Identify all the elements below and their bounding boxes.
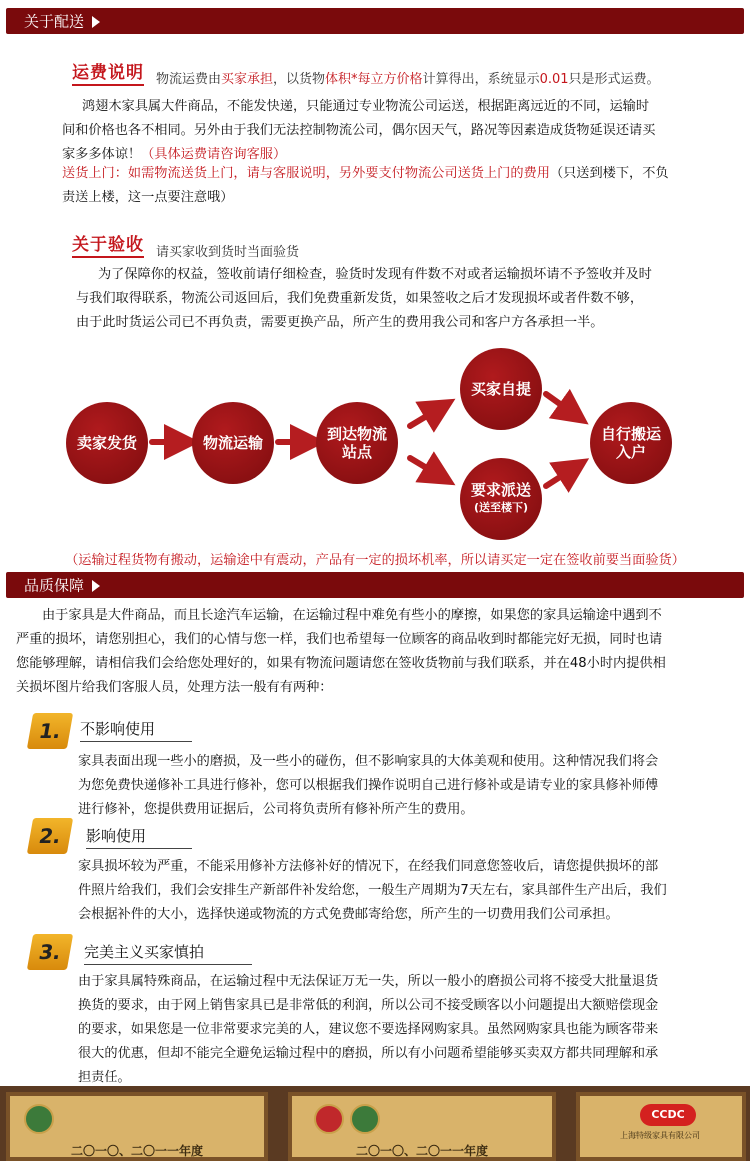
emblem-icon — [24, 1104, 54, 1134]
step-arrive-station — [316, 402, 398, 484]
paragraph-line: 的要求，如果您是一位非常要求完美的人，建议您不要选择网购家具。虽然网购家具也能为顾客带来 — [78, 1022, 659, 1037]
paragraph-line: 由于家具是大件商品，而且长途汽车运输，在运输过程中难免有些小的摩擦，如果您的家具运输途中遇到不 — [42, 608, 662, 623]
fee-note-buyer: 买家承担 — [221, 72, 274, 87]
fee-note-text: 物流运费由 — [156, 72, 222, 87]
paragraph-line: 件照片给我们，我们会安排生产新部件补发给您，一般生产周期为7天左右，家具部件生产出后，我们 — [78, 883, 667, 898]
paragraph-line: 责送上楼，这一点要注意哦） — [62, 190, 234, 205]
step-request-delivery — [460, 458, 542, 540]
paragraph-line: 为您免费快递修补工具进行修补，您可以根据我们操作说明自己进行修补或是请专业的家具修补师傅 — [78, 778, 659, 793]
certificate-year: 二〇一〇、二〇一一年度 — [355, 1144, 488, 1158]
delivery-flow-diagram — [0, 338, 750, 538]
fee-note-price: 0.01 — [539, 72, 569, 87]
triangle-right-icon — [92, 580, 100, 592]
paragraph-line: 由于家具属特殊商品，在运输过程中无法保证万无一失，所以一般小的磨损公司将不接受大批量退货 — [78, 974, 659, 989]
step-label: 自行搬运 — [600, 425, 661, 443]
arrow-icon — [546, 468, 574, 486]
fee-note-text: 只是形式运费。 — [568, 72, 660, 87]
step-logistics — [192, 402, 274, 484]
section-title: 关于配送 — [24, 12, 85, 31]
certificate-company: 上海特级家具有限公司 — [620, 1131, 700, 1140]
step-label: 站点 — [341, 443, 372, 461]
step-self-carry — [590, 402, 672, 484]
paragraph-line: 担责任。 — [78, 1070, 131, 1085]
triangle-right-icon — [92, 16, 100, 28]
delivery-paragraph — [62, 95, 712, 167]
fee-note — [156, 68, 660, 87]
inspect-paragraph — [76, 263, 726, 335]
step-label: 物流运输 — [202, 434, 263, 452]
fee-note-text: 计算得出，系统显示 — [422, 72, 540, 87]
item-body — [78, 970, 728, 1090]
step-seller-ships — [66, 402, 148, 484]
paragraph-line: 家多多体谅！ — [62, 147, 142, 162]
paragraph-line: 间和价格也各不相同。另外由于我们无法控制物流公司，偶尔因天气，路况等因素造成货物延误还请买 — [62, 123, 656, 138]
number-badge: 3. — [27, 934, 73, 970]
arrow-icon — [546, 394, 574, 414]
arrow-icon — [410, 408, 440, 426]
paragraph-line: 鸿翅木家具属大件商品，不能发快递，只能通过专业物流公司运送，根据距离远近的不同，运输时 — [82, 99, 650, 114]
paragraph-line: 家具损坏较为严重，不能采用修补方法修补好的情况下，在经我们同意您签收后，请您提供损坏的部 — [78, 859, 659, 874]
paragraph-line: 您能够理解，请相信我们会给您处理好的，如果有物流问题请您在签收货物前与我们联系，并在48小时内提供相 — [16, 656, 666, 671]
certificate — [288, 1092, 556, 1161]
certificates-strip — [0, 1086, 750, 1161]
number-badge: 2. — [27, 818, 73, 854]
paragraph-line: 关损坏图片给我们客服人员，处理方法一般有有两种： — [16, 680, 333, 695]
item-title: 不影响使用 — [80, 718, 192, 742]
step-buyer-pickup — [460, 348, 542, 430]
step-label: 到达物流 — [326, 425, 387, 443]
consult-note: （具体运费请咨询客服） — [141, 147, 287, 162]
emblem-icon — [314, 1104, 344, 1134]
step-label: 入户 — [615, 443, 646, 461]
certificate-year: 二〇一〇、二〇一一年度 — [70, 1144, 203, 1158]
number-badge: 1. — [27, 713, 73, 749]
ccdc-logo: CCDC — [640, 1104, 696, 1126]
emblem-icon — [350, 1104, 380, 1134]
section-title: 品质保障 — [24, 576, 85, 595]
step-label: 卖家发货 — [76, 434, 137, 452]
paragraph-line: 换货的要求，由于网上销售家具已是非常低的利润，所以公司不接受顾客以小问题提出大额赔偿现金 — [78, 998, 659, 1013]
certificate — [576, 1092, 746, 1161]
upstairs-note-red: 送货上门：如需物流送货上门，请与客服说明，另外要支付物流公司送货上门的费用 — [62, 166, 550, 181]
inspection-warning: （运输过程货物有搬动，运输途中有震动，产品有一定的损坏机率，所以请买定一定在签收前要当面验货） — [65, 553, 685, 568]
certificate — [6, 1092, 268, 1161]
section-bar-delivery — [6, 8, 744, 34]
arrow-icon — [410, 458, 440, 476]
step-label: 要求派送 — [470, 481, 531, 499]
paragraph-line: 会根据补件的大小，选择快递或物流的方式免费邮寄给您，所产生的一切费用我们公司承担。 — [78, 907, 619, 922]
fee-note-formula: 体积*每立方价格 — [325, 72, 423, 87]
paragraph-line: 由于此时货运公司已不再负责，需要更换产品，所产生的费用我公司和客户方各承担一半。 — [76, 315, 604, 330]
item-title: 完美主义买家慎拍 — [84, 941, 252, 965]
quality-intro — [16, 604, 740, 700]
item-title: 影响使用 — [86, 825, 192, 849]
item-body — [78, 750, 728, 822]
item-body — [78, 855, 728, 927]
step-label: 买家自提 — [470, 380, 531, 398]
upstairs-paragraph — [62, 162, 722, 210]
paragraph-line: 与我们取得联系，物流公司返回后，我们免费重新发货，如果签收之后才发现损坏或者件数不够， — [76, 291, 644, 306]
paragraph-line: 很大的优惠，但却不能完全避免运输过程中的磨损，所以有小问题希望能够买卖双方都共同理解和承 — [78, 1046, 659, 1061]
paragraph-line: 为了保障你的权益，签收前请仔细检查，验货时发现有件数不对或者运输损坏请不予签收并及时 — [98, 267, 652, 282]
fee-note-text: ，以货物 — [273, 72, 326, 87]
paragraph-line: 家具表面出现一些小的磨损，及一些小的碰伤，但不影响家具的大体美观和使用。这种情况我们将会 — [78, 754, 659, 769]
upstairs-note: （只送到楼下，不负 — [549, 166, 669, 181]
fee-heading: 运费说明 — [72, 58, 144, 86]
paragraph-line: 严重的损坏，请您别担心，我们的心情与您一样，我们也希望每一位顾客的商品收到时都能完好无损，同时也请 — [16, 632, 663, 647]
inspect-note: 请买家收到货时当面验货 — [156, 245, 300, 260]
paragraph-line: 进行修补，您提供费用证据后，公司将负责所有修补所产生的费用。 — [78, 802, 474, 817]
inspect-heading: 关于验收 — [72, 230, 144, 258]
section-bar-quality — [6, 572, 744, 598]
step-sublabel: (送至楼下) — [473, 501, 529, 514]
